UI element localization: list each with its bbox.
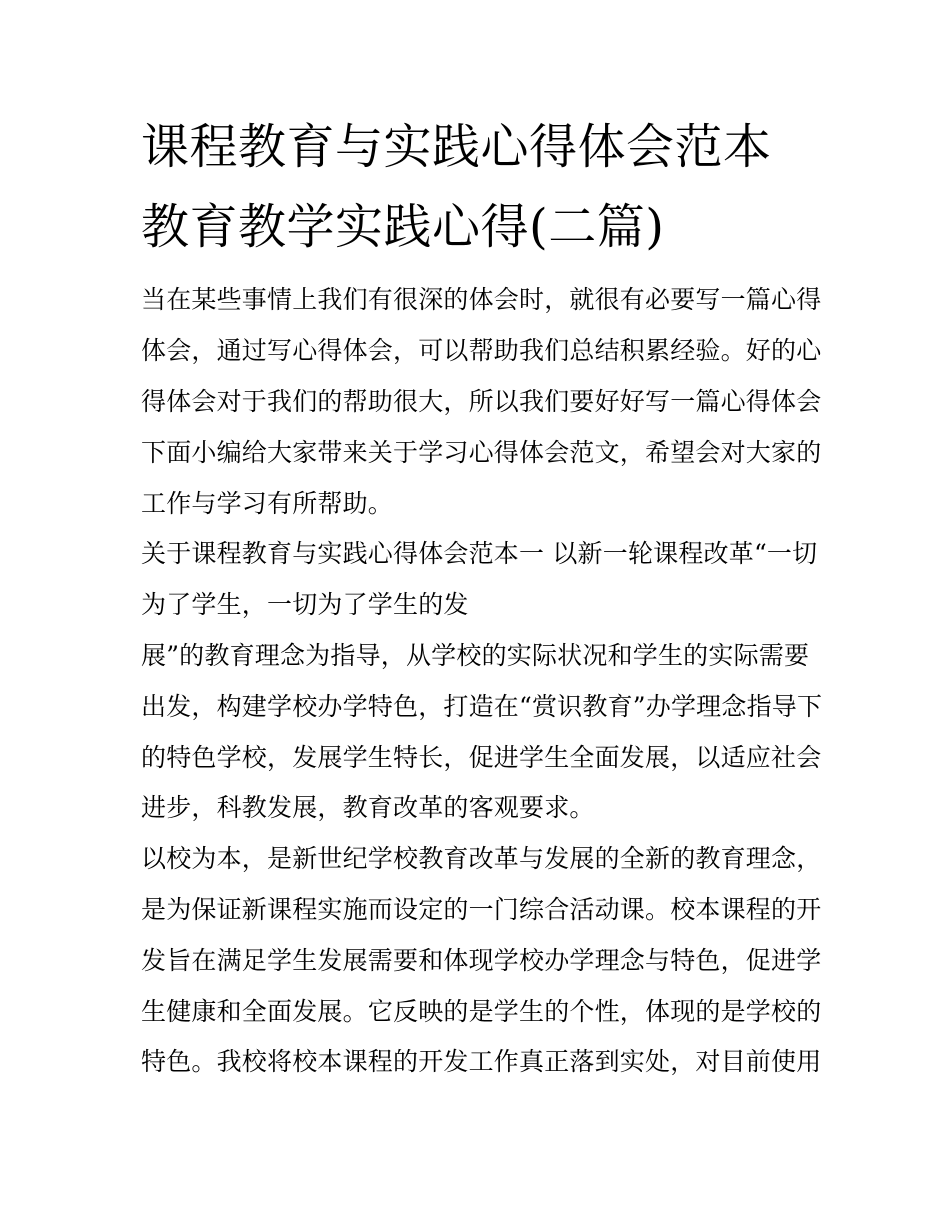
paragraph-line: 特色。我校将校本课程的开发工作真正落到实处，对目前使用 [141,1047,822,1076]
paragraph-line: 是为保证新课程实施而设定的一门综合活动课。校本课程的开 [141,895,822,924]
paragraph-line: 当在某些事情上我们有很深的体会时，就很有必要写一篇心得 [141,285,822,314]
paragraph-line: 得体会对于我们的帮助很大，所以我们要好好写一篇心得体会 [141,387,822,416]
paragraph-line: 展”的教育理念为指导，从学校的实际状况和学生的实际需要 [141,641,810,670]
document-title-line-2: 教育教学实践心得(二篇) [141,199,665,255]
paragraph-line: 发旨在满足学生发展需要和体现学校办学理念与特色，促进学 [141,946,822,975]
paragraph-line: 下面小编给大家带来关于学习心得体会范文，希望会对大家的 [141,438,822,467]
paragraph-line: 关于课程教育与实践心得体会范本一 以新一轮课程改革“一切 [141,539,818,568]
paragraph-line: 生健康和全面发展。它反映的是学生的个性，体现的是学校的 [141,997,822,1026]
paragraph-line: 的特色学校，发展学生特长，促进学生全面发展，以适应社会 [141,743,822,772]
document-title-line-1: 课程教育与实践心得体会范本 [141,119,772,175]
paragraph-line: 为了学生，一切为了学生的发 [141,590,469,619]
paragraph-line: 工作与学习有所帮助。 [141,489,394,518]
paragraph-line: 以校为本，是新世纪学校教育改革与发展的全新的教育理念， [141,844,822,873]
paragraph-line: 体会，通过写心得体会，可以帮助我们总结积累经验。好的心 [141,336,822,365]
paragraph-line: 出发，构建学校办学特色，打造在“赏识教育”办学理念指导下 [141,692,823,721]
paragraph-line: 进步，科教发展，教育改革的客观要求。 [141,793,595,822]
